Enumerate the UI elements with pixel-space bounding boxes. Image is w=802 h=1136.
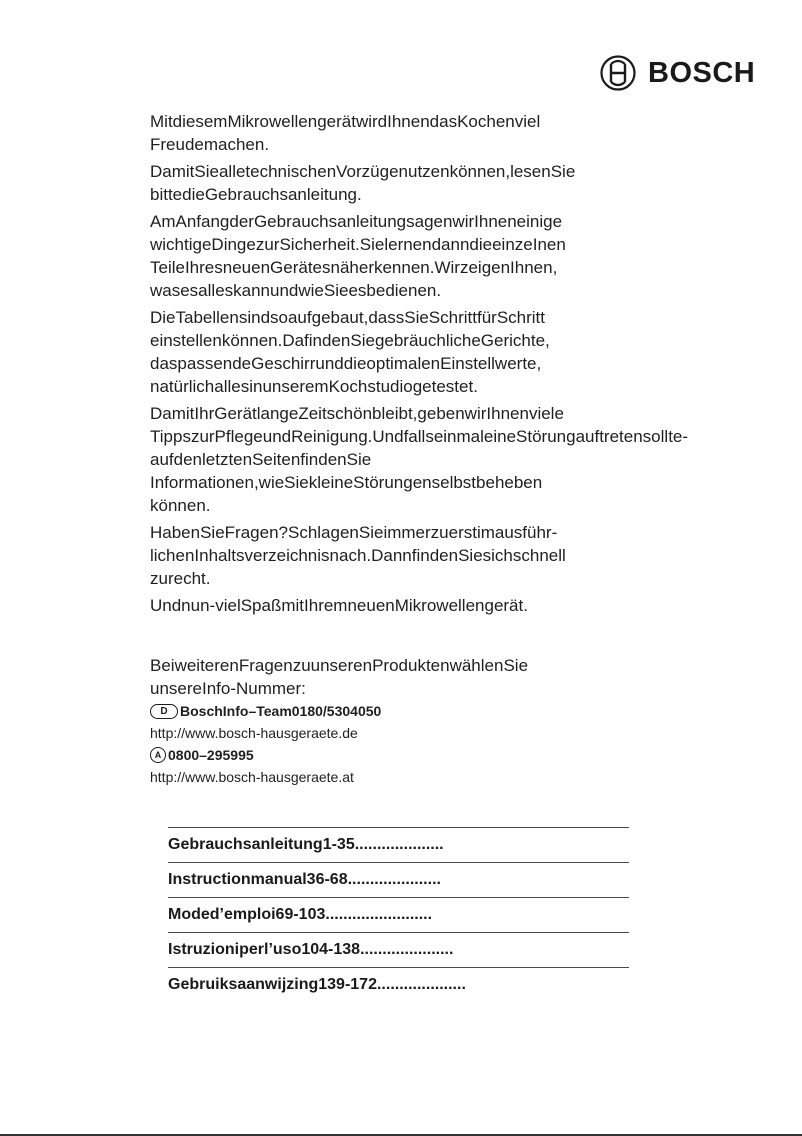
bosch-armature-icon [600,55,636,91]
toc-entry[interactable]: Istruzioniperl’uso104-138..................... [168,933,629,968]
at-hotline: 0800–295995 [168,747,254,763]
intro-paragraph: DamitIhrGerätlangeZeitschönbleibt,gebenwirIhnenviele TippszurPflegeundReinigung.UndfallseinmaleineStörungauftretensollte-aufdenletztenSeitenfindenSie Informationen,wieSiekleineStörungenselbstbeheben können. [150,404,689,515]
toc-entry[interactable]: Gebrauchsanleitung1-35.................... [168,828,629,863]
de-hotline: BoschInfo–Team0180/5304050 [180,703,382,719]
language-toc [168,827,629,1002]
intro-paragraph: DamitSiealletechnischenVorzügenutzenkönnen,lesenSie bittedieGebrauchsanleitung. [150,162,576,204]
contact-block [150,700,620,788]
intro-paragraph: Undnun-vielSpaßmitIhremneuenMikrowellengerät. [150,596,528,615]
info-text: BeiweiterenFragenzuunserenProduktenwählenSie unsereInfo-Nummer: [150,656,529,698]
de-url-link[interactable]: http://www.bosch-hausgeraete.de [150,725,358,741]
country-at-badge: A [150,747,166,763]
toc-entry[interactable]: Gebruiksaanwijzing139-172.................... [168,976,466,993]
info-section [150,654,620,788]
country-de-badge: D [150,704,178,719]
at-hotline-line [150,744,620,766]
toc-entry[interactable]: Instructionmanual36-68..................... [168,863,629,898]
intro-paragraph: HabenSieFragen?SchlagenSieimmerzuerstimausführ- lichenInhaltsverzeichnisnach.DannfindenSiesichschnell zurecht. [150,523,566,588]
de-hotline-line [150,700,620,722]
at-url-link[interactable]: http://www.bosch-hausgeraete.at [150,769,354,785]
intro-paragraph: AmAnfangderGebrauchsanleitungsagenwirIhneneinige wichtigeDingezurSicherheit.SielernendanndieeinzeInen TeileIhresneuenGerätesnäherkennen.WirzeigenIhnen, wasesalleskannundwieSieesbedienen. [150,212,566,300]
toc-entry[interactable]: Moded’emploi69-103........................ [168,898,629,933]
intro-paragraph: MitdiesemMikrowellengerätwirdIhnendasKochenviel Freudemachen. [150,112,541,154]
intro-text [150,110,689,621]
brand-name: BOSCH [648,56,756,89]
brand-logo [600,54,755,92]
intro-paragraph: DieTabellensindsoaufgebaut,dassSieSchrittfürSchritt einstellenkönnen.DafindenSiegebräuchlicheGerichte, daspassendeGeschirrunddieoptimalenEinstellwerte, natürlichallesinunseremKochstudiogetestet. [150,308,550,396]
